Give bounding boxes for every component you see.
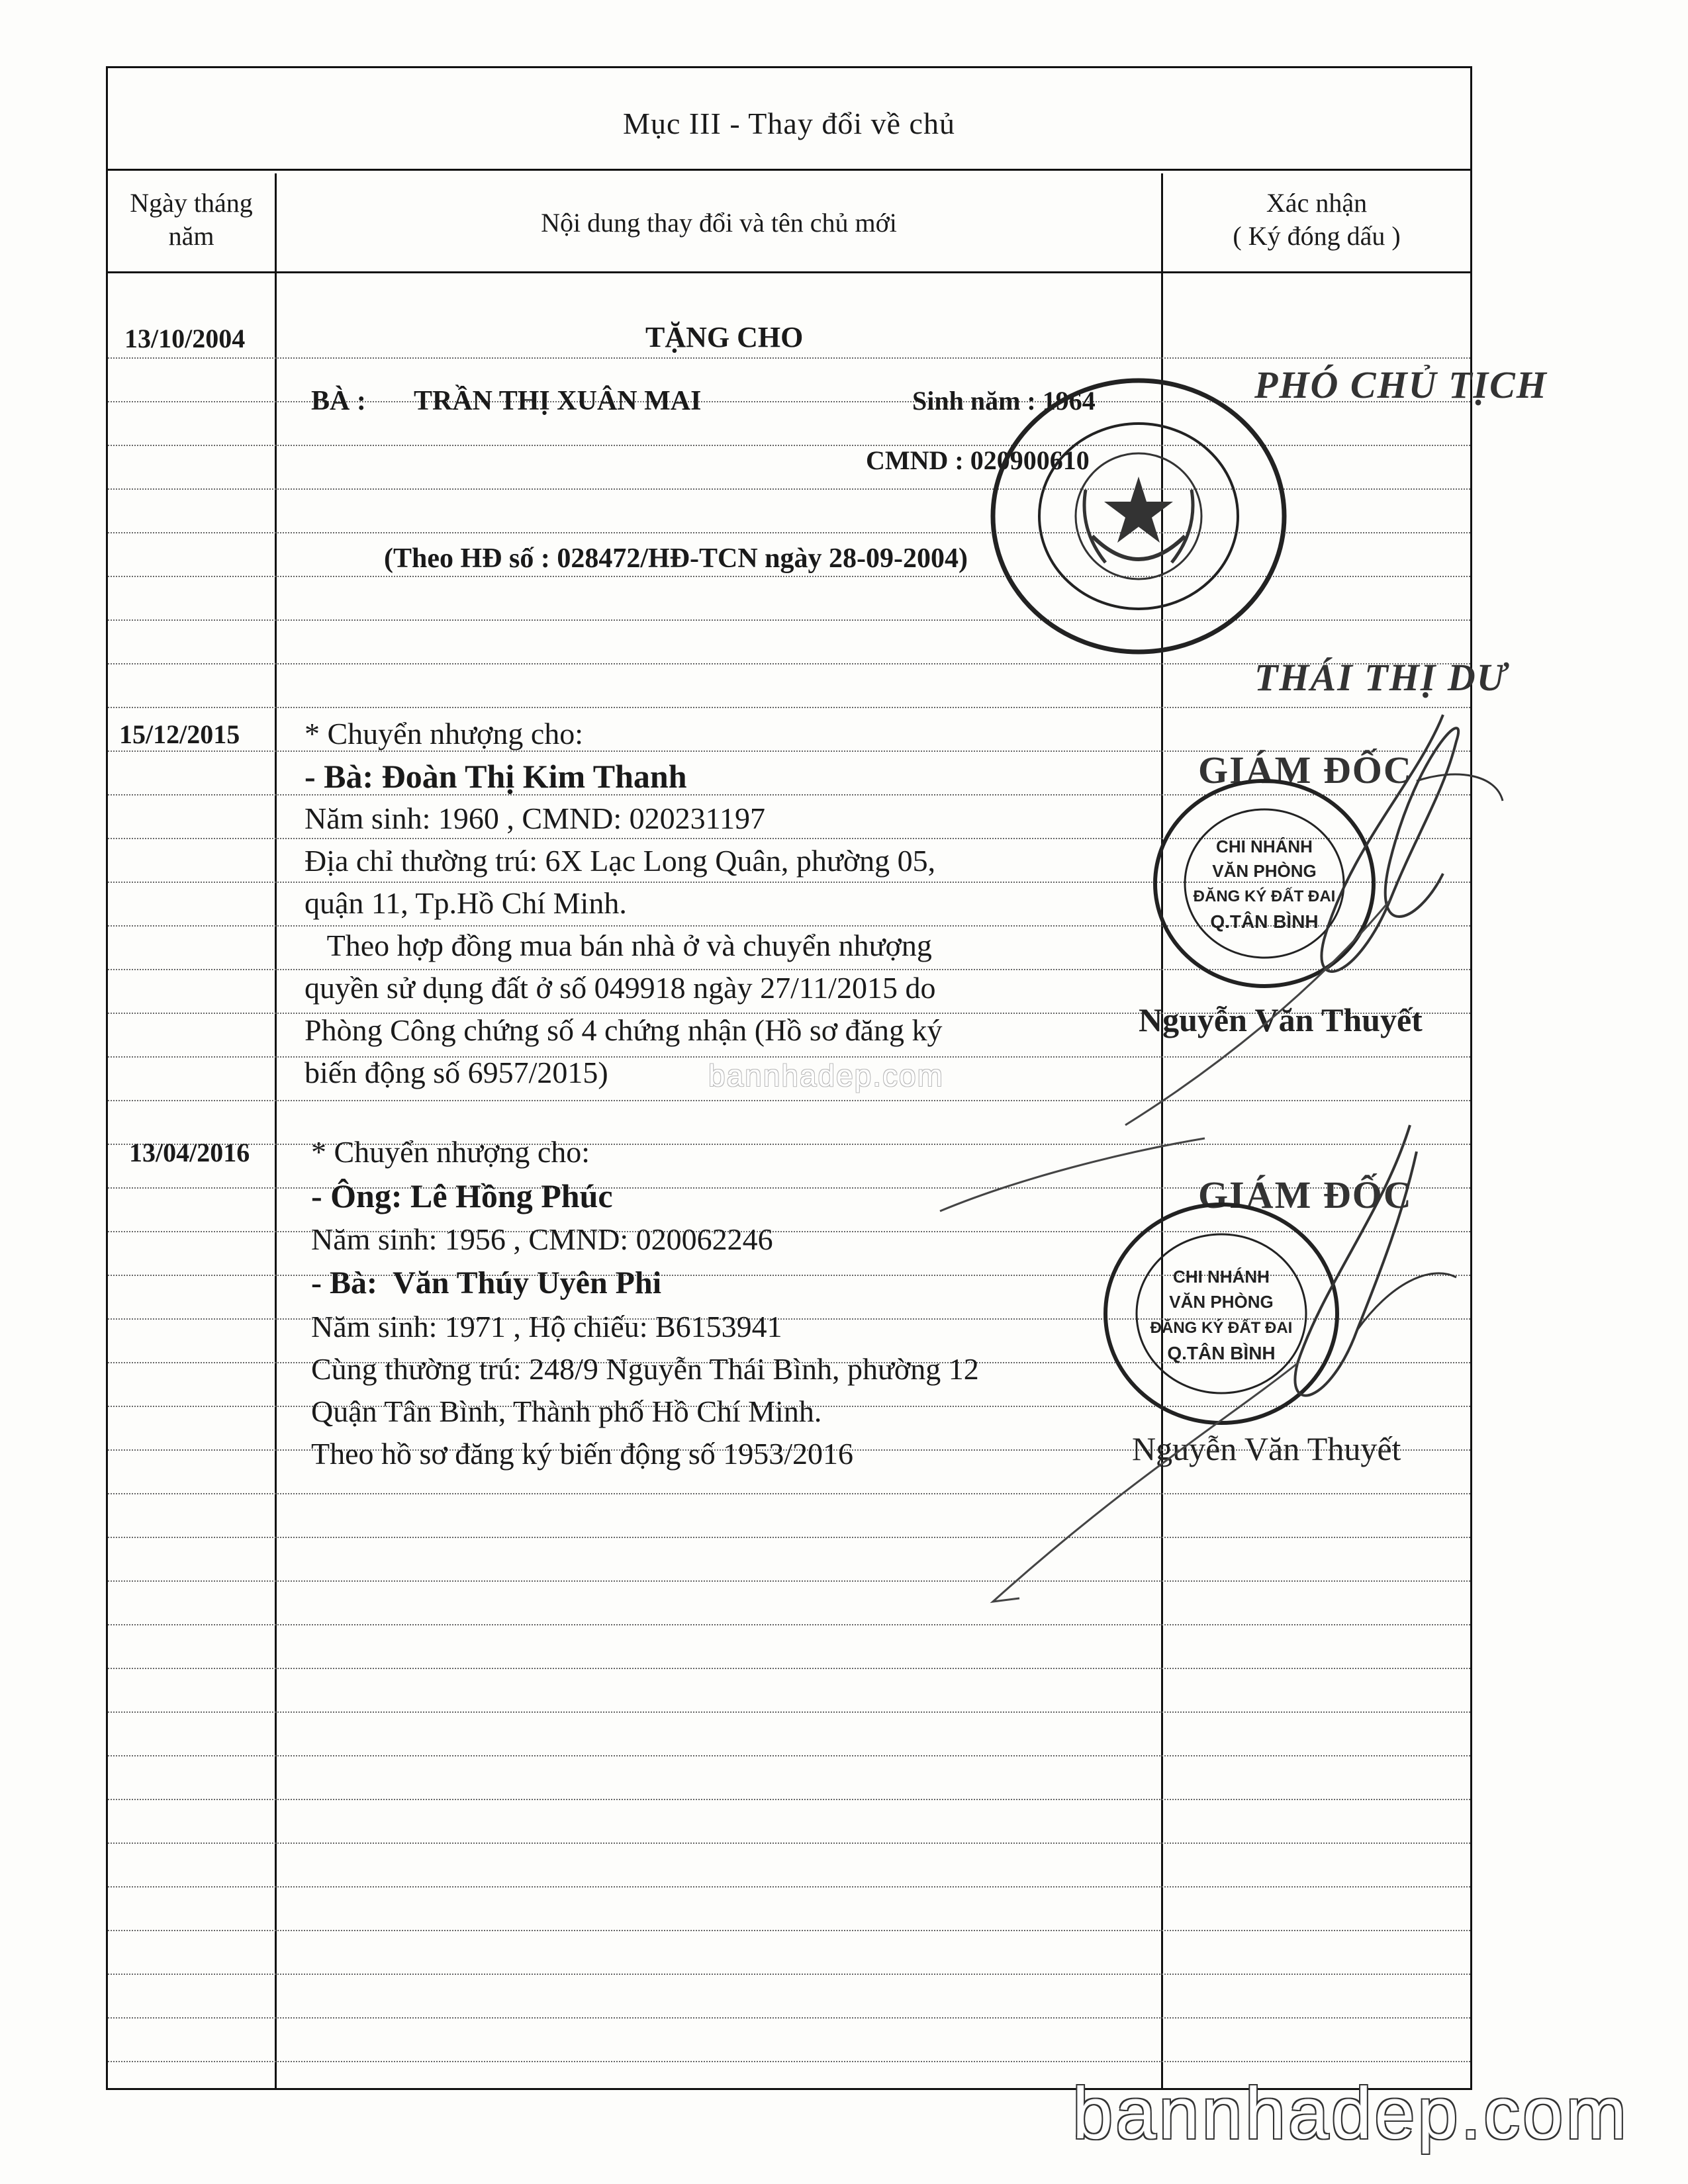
entry1-official-seal-icon xyxy=(980,371,1297,662)
entry1-date: 13/10/2004 xyxy=(124,324,246,353)
ruled-line xyxy=(108,1668,1470,1669)
footer-watermark: bannhadep.com xyxy=(1072,2073,1629,2154)
entry2-seal-line3: ĐĂNG KÝ ĐẤT ĐAI xyxy=(1193,887,1336,905)
ruled-line xyxy=(108,1974,1470,1975)
header-confirm-line1: Xác nhận xyxy=(1266,188,1368,218)
entry1-person-prefix: BÀ : xyxy=(311,386,366,416)
entry2-date: 15/12/2015 xyxy=(119,719,240,749)
entry2-person: - Bà: Đoàn Thị Kim Thanh xyxy=(305,758,687,795)
ruled-line xyxy=(108,2061,1470,2062)
column-divider-date xyxy=(275,173,277,2090)
entry2-line4: Theo hợp đồng mua bán nhà ở và chuyển nhượng xyxy=(305,929,932,962)
ruled-line xyxy=(108,1711,1470,1713)
entry1-signer-name: THÁI THỊ DƯ xyxy=(1254,656,1508,699)
entry3-line5: Theo hồ sơ đăng ký biến động số 1953/2016 xyxy=(311,1437,854,1471)
header-date-line1: Ngày tháng xyxy=(130,188,253,218)
entry3-person2: - Bà: Văn Thúy Uyên Phi xyxy=(311,1265,662,1300)
entry2-intro: * Chuyển nhượng cho: xyxy=(305,717,584,751)
entry1-id: CMND : 020900610 xyxy=(866,445,1090,475)
ruled-line xyxy=(108,1843,1470,1844)
header-confirm-line2: ( Ký đóng dấu ) xyxy=(1233,221,1401,251)
entry2-line1: Năm sinh: 1960 , CMND: 020231197 xyxy=(305,801,765,835)
inline-watermark: bannhadep.com xyxy=(708,1058,944,1093)
entry2-seal-line1: CHI NHÁNH xyxy=(1216,837,1313,856)
entry1-heading: TẶNG CHO xyxy=(645,321,804,353)
entry2-line5: quyền sử dụng đất ở số 049918 ngày 27/11/2015 do xyxy=(305,971,936,1005)
entry1-reference: (Theo HĐ số : 028472/HĐ-TCN ngày 28-09-2004) xyxy=(384,543,968,574)
entry2-seal-line2: VĂN PHÒNG xyxy=(1212,861,1317,881)
entry3-seal-line4: Q.TÂN BÌNH xyxy=(1167,1343,1276,1363)
header-content: Nội dung thay đổi và tên chủ mới xyxy=(541,208,897,238)
entry3-signer-title: GIÁM ĐỐC xyxy=(1198,1173,1413,1216)
ruled-line xyxy=(108,1930,1470,1931)
ruled-line xyxy=(108,2017,1470,2019)
entry3-seal-line1: CHI NHÁNH xyxy=(1173,1267,1270,1287)
header-date xyxy=(108,187,275,253)
entry3-signature-icon xyxy=(927,1112,1470,1628)
entry3-seal-line2: VĂN PHÒNG xyxy=(1169,1292,1274,1312)
entry2-line3: quận 11, Tp.Hồ Chí Minh. xyxy=(305,886,627,920)
entry2-line2: Địa chỉ thường trú: 6X Lạc Long Quân, phường 05, xyxy=(305,844,936,878)
section-title: Mục III - Thay đổi về chủ xyxy=(623,107,955,140)
entry3-intro: * Chuyển nhượng cho: xyxy=(311,1135,590,1169)
entry3-line2: Năm sinh: 1971 , Hộ chiếu: B6153941 xyxy=(311,1310,782,1343)
entry2-signer-title: GIÁM ĐỐC xyxy=(1198,749,1413,792)
header-divider xyxy=(106,271,1472,273)
ruled-line xyxy=(108,1755,1470,1756)
entry3-seal-line3: ĐĂNG KÝ ĐẤT ĐAI xyxy=(1150,1319,1293,1337)
header-date-line2: năm xyxy=(168,221,214,251)
entry3-line3: Cùng thường trú: 248/9 Nguyễn Thái Bình, phường 12 xyxy=(311,1352,979,1386)
entry2-signature-icon xyxy=(1046,702,1509,1138)
entry1-birth: Sinh năm : 1964 xyxy=(912,386,1096,416)
entry1-signer-title: PHÓ CHỦ TỊCH xyxy=(1254,363,1548,406)
ruled-line xyxy=(108,1886,1470,1888)
entry3-signer-name: Nguyễn Văn Thuyết xyxy=(1132,1430,1401,1467)
entry2-line6: Phòng Công chứng số 4 chứng nhận (Hồ sơ đăng ký xyxy=(305,1013,943,1047)
entry3-line4: Quận Tân Bình, Thành phố Hồ Chí Minh. xyxy=(311,1394,822,1428)
entry3-person1: - Ông: Lê Hồng Phúc xyxy=(311,1177,613,1214)
entry2-seal-line4: Q.TÂN BÌNH xyxy=(1210,911,1319,932)
ruled-line xyxy=(108,357,1470,359)
entry2-signer-name: Nguyễn Văn Thuyết xyxy=(1139,1001,1423,1038)
entry1-person-name: TRẦN THỊ XUÂN MAI xyxy=(414,386,702,416)
entry2-line7: biến động số 6957/2015) xyxy=(305,1056,608,1089)
ruled-line xyxy=(108,1799,1470,1800)
title-divider xyxy=(106,169,1472,171)
entry3-date: 13/04/2016 xyxy=(129,1138,250,1167)
entry3-line1: Năm sinh: 1956 , CMND: 020062246 xyxy=(311,1222,773,1256)
header-confirm xyxy=(1163,187,1470,253)
